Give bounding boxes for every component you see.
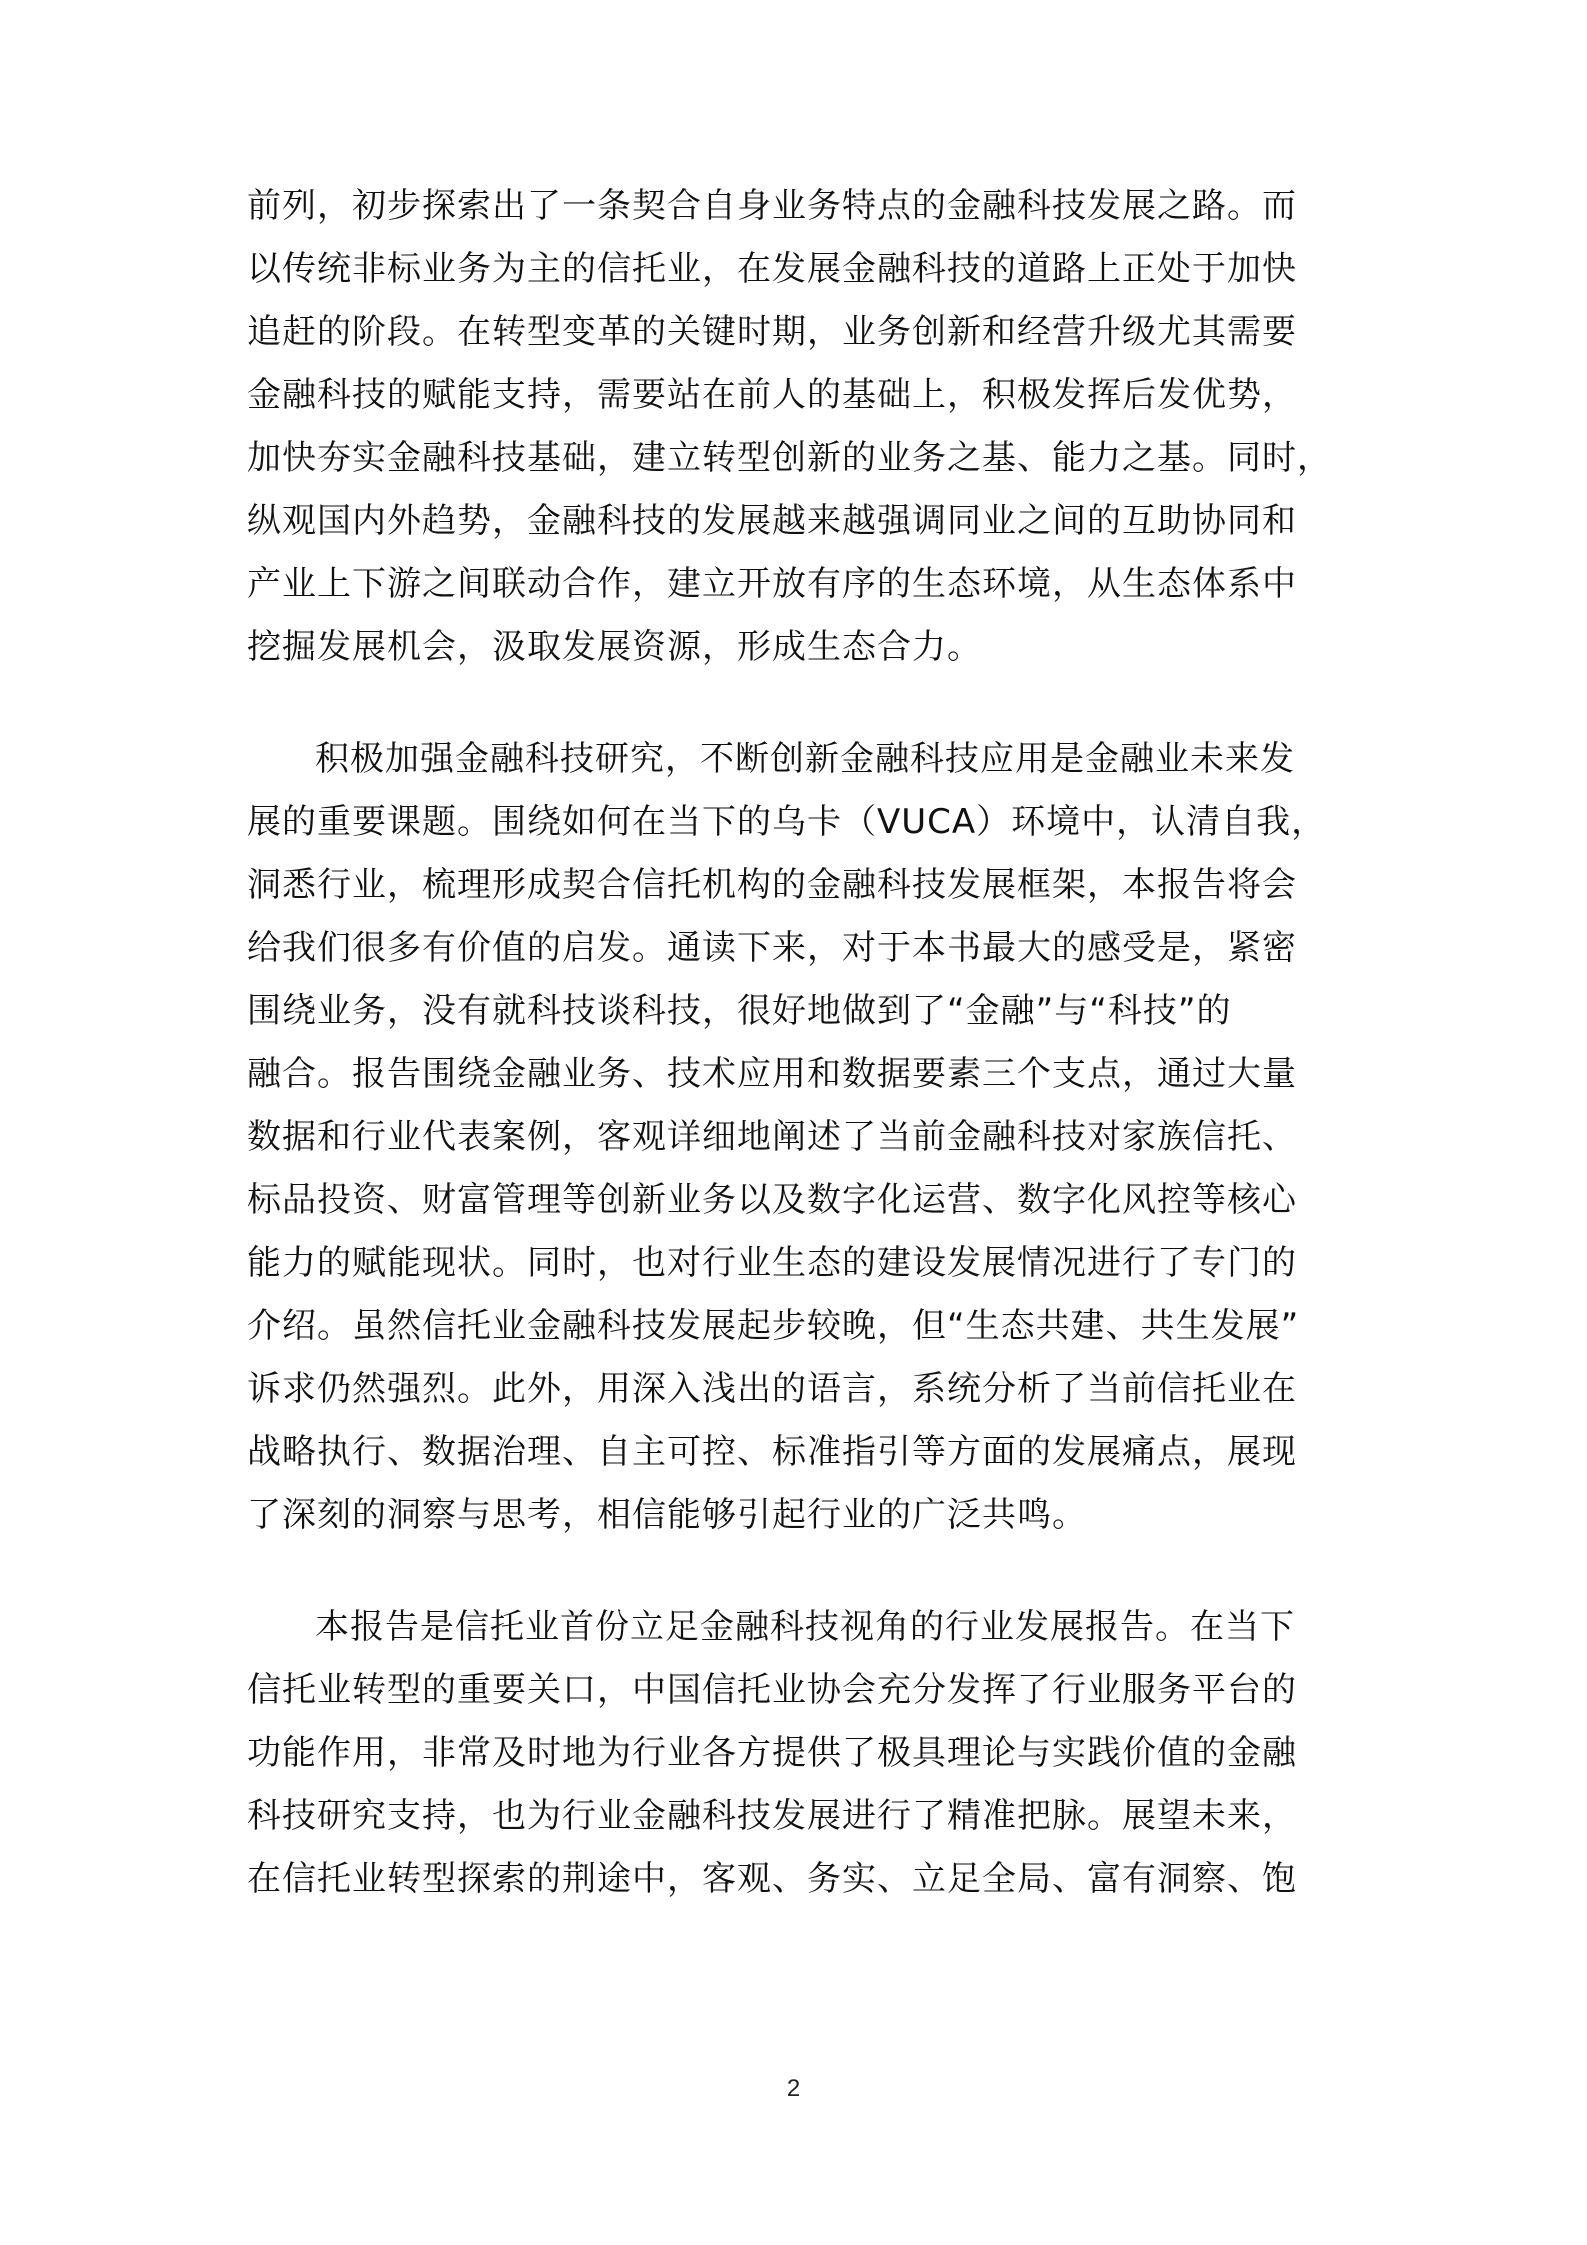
text-line: 能力的赋能现状。同时，也对行业生态的建设发展情况进行了专门的 bbox=[247, 1243, 1297, 1283]
text-line: 产业上下游之间联动合作，建立开放有序的生态环境，从生态体系中 bbox=[247, 564, 1297, 604]
text-line: 了深刻的洞察与思考，相信能够引起行业的广泛共鸣。 bbox=[247, 1495, 1087, 1535]
paragraph-spacer bbox=[247, 679, 1347, 728]
body-text bbox=[247, 175, 1347, 1911]
text-line: 给我们很多有价值的启发。通读下来，对于本书最大的感受是，紧密 bbox=[247, 928, 1297, 968]
text-line: 前列，初步探索出了一条契合自身业务特点的金融科技发展之路。而 bbox=[247, 186, 1297, 226]
paragraph-3 bbox=[247, 1596, 1347, 1911]
text-line: 介绍。虽然信托业金融科技发展起步较晚，但“生态共建、共生发展” bbox=[247, 1306, 1300, 1346]
text-line: 以传统非标业务为主的信托业，在发展金融科技的道路上正处于加快 bbox=[247, 249, 1297, 289]
text-line: 追赶的阶段。在转型变革的关键时期，业务创新和经营升级尤其需要 bbox=[247, 312, 1297, 352]
text-line: 数据和行业代表案例，客观详细地阐述了当前金融科技对家族信托、 bbox=[247, 1117, 1297, 1157]
text-line: 标品投资、财富管理等创新业务以及数字化运营、数字化风控等核心 bbox=[247, 1180, 1297, 1220]
page-number: 2 bbox=[786, 2075, 801, 2102]
text-line: 在信托业转型探索的荆途中，客观、务实、立足全局、富有洞察、饱 bbox=[247, 1859, 1297, 1899]
text-line: 科技研究支持，也为行业金融科技发展进行了精准把脉。展望未来， bbox=[247, 1796, 1297, 1836]
paragraph-spacer bbox=[247, 1547, 1347, 1596]
text-line: 本报告是信托业首份立足金融科技视角的行业发展报告。在当下 bbox=[315, 1607, 1295, 1647]
text-line: 展的重要课题。围绕如何在当下的乌卡（VUCA）环境中，认清自我， bbox=[247, 802, 1327, 842]
text-line: 纵观国内外趋势，金融科技的发展越来越强调同业之间的互助协同和 bbox=[247, 501, 1297, 541]
text-line: 功能作用，非常及时地为行业各方提供了极具理论与实践价值的金融 bbox=[247, 1733, 1297, 1773]
text-line: 围绕业务，没有就科技谈科技，很好地做到了“金融”与“科技”的 bbox=[247, 991, 1232, 1031]
text-line: 挖掘发展机会，汲取发展资源，形成生态合力。 bbox=[247, 627, 982, 667]
text-line: 洞悉行业，梳理形成契合信托机构的金融科技发展框架，本报告将会 bbox=[247, 865, 1297, 905]
text-line: 信托业转型的重要关口，中国信托业协会充分发挥了行业服务平台的 bbox=[247, 1670, 1297, 1710]
text-line: 战略执行、数据治理、自主可控、标准指引等方面的发展痛点，展现 bbox=[247, 1432, 1297, 1472]
text-line: 金融科技的赋能支持，需要站在前人的基础上，积极发挥后发优势， bbox=[247, 375, 1297, 415]
text-line: 诉求仍然强烈。此外，用深入浅出的语言，系统分析了当前信托业在 bbox=[247, 1369, 1297, 1409]
text-line: 加快夯实金融科技基础，建立转型创新的业务之基、能力之基。同时， bbox=[247, 438, 1332, 478]
text-line: 融合。报告围绕金融业务、技术应用和数据要素三个支点，通过大量 bbox=[247, 1054, 1297, 1094]
paragraph-2 bbox=[247, 728, 1347, 1547]
text-line: 积极加强金融科技研究，不断创新金融科技应用是金融业未来发 bbox=[315, 739, 1295, 779]
paragraph-1 bbox=[247, 175, 1347, 679]
